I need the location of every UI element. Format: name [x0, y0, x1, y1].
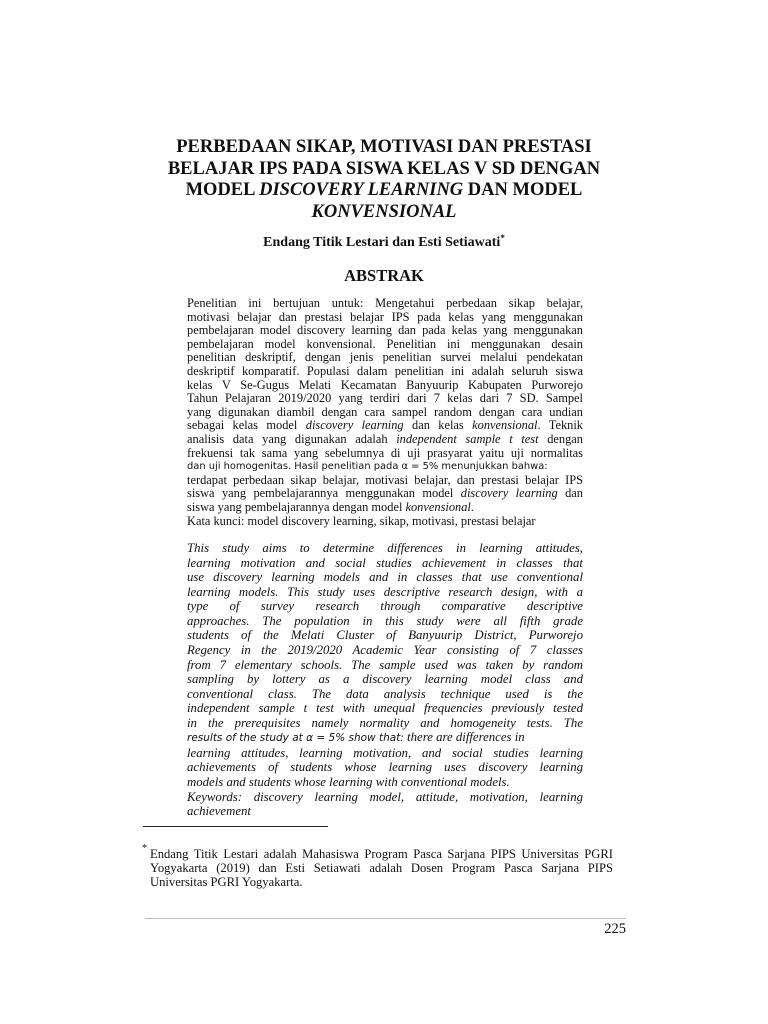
title-line-3: MODEL DISCOVERY LEARNING DAN MODEL — [185, 180, 583, 200]
abstract-line: approaches. The population in this study were all fifth grade — [187, 613, 583, 628]
page-number: 225 — [604, 921, 626, 937]
abstrak-keywords: Kata kunci: model discovery learning, sikap, motivasi, prestasi belajar — [187, 513, 536, 528]
abstrak-line: pembelajaran model discovery learning dan pada kelas yang menggunakan — [187, 323, 583, 338]
abstract-line: results of the study at α = 5% show that: there are differences in — [187, 730, 525, 745]
abstrak-body — [187, 297, 583, 528]
abstrak-line: kelas V Se-Gugus Melati Kecamatan Banyuurip Kabupaten Purworejo — [187, 377, 583, 392]
abstrak-heading: ABSTRAK — [344, 266, 424, 285]
abstrak-line: terdapat perbedaan sikap belajar, motivasi belajar, dan prestasi belajar IPS — [187, 472, 583, 487]
abstract-keywords-cont: achievement — [187, 804, 251, 819]
title-line-1: PERBEDAAN SIKAP, MOTIVASI DAN PRESTASI — [176, 137, 592, 157]
footnote-line: Endang Titik Lestari adalah Mahasiswa Program Pasca Sarjana PIPS Universitas PGRI — [150, 847, 613, 861]
abstract-line: learning motivation and social studies achievement in classes that — [187, 555, 583, 570]
abstract-line: This study aims to determine differences in learning attitudes, — [187, 541, 583, 555]
abstract-line: learning attitudes, learning motivation, and social studies learning — [187, 745, 583, 760]
abstrak-line: deskriptif komparatif. Populasi dalam penelitian ini adalah seluruh siswa — [187, 363, 583, 378]
author-line — [0, 233, 768, 251]
footnote — [150, 847, 613, 890]
abstrak-line: siswa yang pembelajarannya dengan model konvensional. — [187, 499, 474, 514]
author-names: Endang Titik Lestari dan Esti Setiawati — [263, 235, 501, 250]
paper-title — [150, 137, 618, 223]
footnote-separator — [143, 826, 328, 827]
abstrak-line: frekuensi tak sama yang sebelumnya di uji prasyarat yaitu uji normalitas — [187, 445, 583, 460]
footnote-mark: * — [142, 843, 147, 854]
abstract-line: in the prerequisites namely normality and homogeneity tests. The — [187, 715, 583, 730]
abstract-line: independent sample t test with unequal frequencies previously tested — [187, 701, 583, 716]
abstrak-line: Penelitian ini bertujuan untuk: Mengetahui perbedaan sikap belajar, — [187, 296, 583, 310]
author-footnote-mark: * — [500, 233, 505, 243]
abstract-line: learning models. This study uses descriptive research design, with a — [187, 584, 583, 599]
abstract-line: Regency in the 2019/2020 Academic Year consisting of 7 classes — [187, 642, 583, 657]
abstrak-line: dan uji homogenitas. Hasil penelitian pada α = 5% menunjukkan bahwa: — [187, 461, 548, 473]
page-divider — [145, 918, 626, 919]
abstract-line: sampling by lottery as a discovery learning model class and — [187, 672, 583, 687]
footnote-line: Universitas PGRI Yogyakarta. — [150, 875, 303, 890]
abstract-line: students of the Melati Cluster of Banyuurip District, Purworejo — [187, 628, 583, 643]
abstract-line: type of survey research through comparative descriptive — [187, 599, 583, 614]
abstrak-line: motivasi belajar dan prestasi belajar IPS pada kelas yang menggunakan — [187, 309, 583, 324]
abstract-line: use discovery learning models and in classes that use conventional — [187, 570, 583, 585]
abstrak-line: Tahun Pelajaran 2019/2020 yang terdiri dari 7 kelas dari 7 SD. Sampel — [187, 391, 583, 406]
english-abstract — [187, 541, 583, 819]
abstract-line: from 7 elementary schools. The sample used was taken by random — [187, 657, 583, 672]
title-line-2: BELAJAR IPS PADA SISWA KELAS V SD DENGAN — [167, 158, 601, 179]
footnote-line: Yogyakarta (2019) dan Esti Setiawati adalah Dosen Program Pasca Sarjana PIPS — [150, 861, 613, 876]
abstract-line: achievements of students whose learning uses discovery learning — [187, 760, 583, 775]
abstract-keywords: Keywords: discovery learning model, attitude, motivation, learning — [187, 789, 583, 804]
abstrak-line: penelitian deskriptif, dengan jenis penelitian survei melalui pendekatan — [187, 350, 583, 365]
abstrak-line: analisis data yang digunakan adalah independent sample t test dengan — [187, 431, 583, 446]
abstrak-line: yang digunakan diambil dengan cara sampel random dengan cara undian — [187, 404, 583, 419]
abstrak-line: sebagai kelas model discovery learning dan kelas konvensional. Teknik — [187, 418, 584, 433]
abstrak-line: siswa yang pembelajarannya menggunakan model discovery learning dan — [187, 486, 583, 501]
title-line-4: KONVENSIONAL — [311, 201, 457, 222]
abstrak-line: pembelajaran model konvensional. Penelitian ini menggunakan desain — [187, 336, 583, 351]
abstract-line: models and students whose learning with conventional models. — [187, 775, 510, 789]
abstract-line: conventional class. The data analysis technique used is the — [187, 686, 583, 701]
